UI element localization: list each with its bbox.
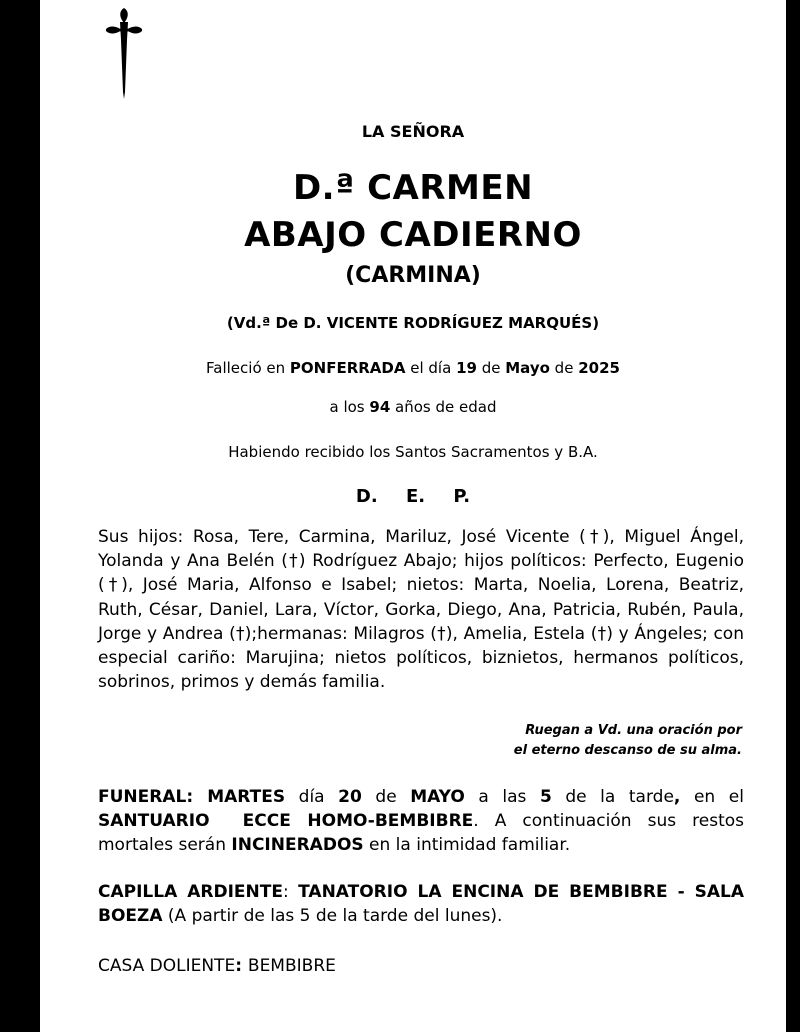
death-day: 19: [456, 359, 477, 377]
death-month: Mayo: [505, 359, 550, 377]
family-paragraph: Sus hijos: Rosa, Tere, Carmina, Mariluz, José Vicente (†), Miguel Ángel, Yolanda y Ana Belén (†) Rodríguez Abajo; hijos políticos: Perfecto, Eugenio (†), José Maria, Alfonso e Isabel; nietos: Marta, Noelia, Lorena, Beatriz, Ruth, César, Daniel, Lara, Víctor, Gorka, Diego, Ana, Patricia, Rubén, Paula, Jorge y Andrea (†);hermanas: Milagros (†), Amelia, Estela (†) y Ángeles; con especial cariño: Marujina; nietos políticos, biznietos, hermanos políticos, sobrinos, primos y demás familia.: [98, 527, 744, 693]
mourning-house: CASA DOLIENTE: BEMBIBRE: [98, 956, 336, 976]
widow-of: (Vd.ª De D. VICENTE RODRÍGUEZ MARQUÉS): [226, 314, 600, 332]
prayer-request: [340, 721, 742, 761]
prayer-line-2: el eterno descanso de su alma.: [513, 743, 742, 758]
funeral-paragraph: FUNERAL: MARTES día 20 de MAYO a las 5 de la tarde, en el SANTUARIO ECCE HOMO-BEMBIBRE. A continuación sus restos mortales serán INCINERADOS en la intimidad familiar.: [98, 787, 745, 855]
prayer-line-1: Ruegan a Vd. una oración por: [525, 723, 742, 738]
deceased-nickname: (CARMINA): [345, 263, 481, 288]
rip-line: D. E. P.: [355, 486, 471, 507]
death-place: PONFERRADA: [289, 359, 406, 377]
death-year: 2025: [578, 359, 620, 377]
deceased-name-surnames: ABAJO CADIERNO: [244, 215, 582, 255]
age-info: a los 94 años de edad: [329, 398, 497, 416]
obituary-page: [40, 0, 786, 1032]
death-info: Falleció en PONFERRADA el día 19 de Mayo de 2025: [206, 359, 620, 377]
cross-icon: [98, 6, 150, 100]
age-years: 94: [369, 398, 391, 416]
deceased-name-first: D.ª CARMEN: [292, 168, 534, 208]
chapel-paragraph: CAPILLA ARDIENTE: TANATORIO LA ENCINA DE BEMBIBRE - SALA BOEZA (A partir de las 5 de la tarde del lunes).: [98, 882, 744, 926]
sacraments-line: Habiendo recibido los Santos Sacramentos y B.A.: [228, 443, 598, 461]
deceased-title-label: LA SEÑORA: [361, 122, 465, 141]
